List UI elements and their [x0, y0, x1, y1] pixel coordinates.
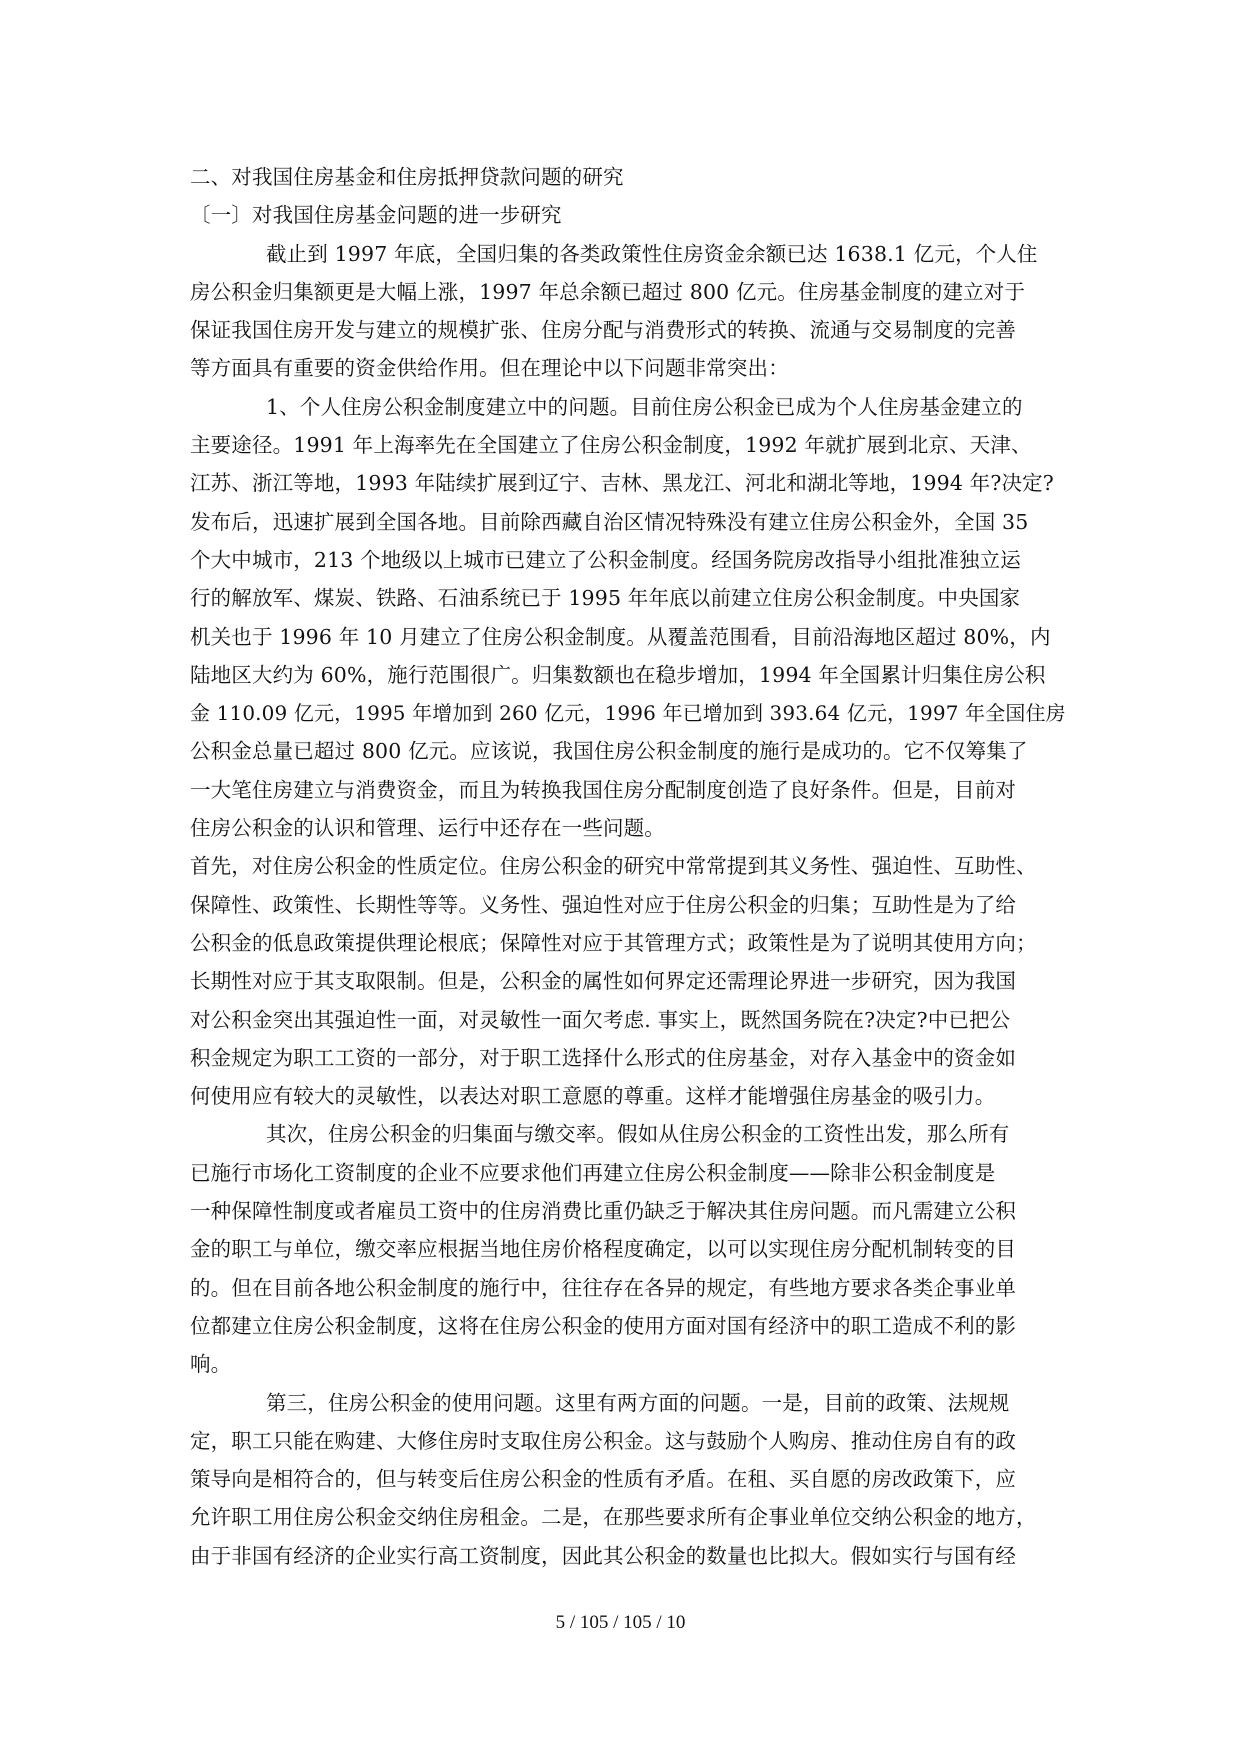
- text-line: 已施行市场化工资制度的企业不应要求他们再建立住房公积金制度——除非公积金制度是: [190, 1160, 996, 1185]
- text-line: 陆地区大约为 60%，施行范围很广。归集数额也在稳步增加，1994 年全国累计归集住房公积: [190, 662, 1046, 687]
- text-line: 允许职工用住房公积金交纳住房租金。二是，在那些要求所有企事业单位交纳公积金的地方，: [190, 1505, 1037, 1530]
- text-line: 保障性、政策性、长期性等等。义务性、强迫性对应于住房公积金的归集；互助性是为了给: [190, 892, 1016, 917]
- text-line: 长期性对应于其支取限制。但是，公积金的属性如何界定还需理论界进一步研究，因为我国: [190, 969, 1016, 994]
- text-line: 响。: [190, 1352, 232, 1377]
- paragraph-lines: [190, 235, 1070, 1575]
- text-line: 策导向是相符合的，但与转变后住房公积金的性质有矛盾。在租、买自愿的房改政策下，应: [190, 1467, 1016, 1492]
- text-line: 一大笔住房建立与消费资金，而且为转换我国住房分配制度创造了良好条件。但是，目前对: [190, 777, 1016, 802]
- text-line: 个大中城市，213 个地级以上城市已建立了公积金制度。经国务院房改指导小组批准独立运: [190, 547, 1021, 572]
- text-line: 房公积金归集额更是大幅上涨，1997 年总余额已超过 800 亿元。住房基金制度的建立对于: [190, 279, 1026, 304]
- page-number-footer: 5 / 105 / 105 / 10: [555, 1612, 686, 1633]
- text-line: 定，职工只能在购建、大修住房时支取住房公积金。这与鼓励个人购房、推动住房自有的政: [190, 1428, 1016, 1453]
- subsection-heading: 〔一〕对我国住房基金问题的进一步研究: [190, 203, 562, 228]
- text-line: 发布后，迅速扩展到全国各地。目前除西藏自治区情况特殊没有建立住房公积金外，全国 35: [190, 509, 1029, 534]
- text-line: 主要途径。1991 年上海率先在全国建立了住房公积金制度，1992 年就扩展到北京、天津、: [190, 433, 1032, 458]
- text-line: 一种保障性制度或者雇员工资中的住房消费比重仍缺乏于解决其住房问题。而凡需建立公积: [190, 1199, 1016, 1224]
- text-line: 的。但在目前各地公积金制度的施行中，往往存在各异的规定，有些地方要求各类企事业单: [190, 1275, 1016, 1300]
- text-line: 第三，住房公积金的使用问题。这里有两方面的问题。一是，目前的政策、法规规: [266, 1390, 1010, 1415]
- text-line: 公积金总量已超过 800 亿元。应该说，我国住房公积金制度的施行是成功的。它不仅筹集了: [190, 739, 1028, 764]
- text-line: 首先，对住房公积金的性质定位。住房公积金的研究中常常提到其义务性、强迫性、互助性、: [190, 854, 1037, 879]
- text-line: 由于非国有经济的企业实行高工资制度，因此其公积金的数量也比拟大。假如实行与国有经: [190, 1543, 1016, 1568]
- text-line: 住房公积金的认识和管理、运行中还存在一些问题。: [190, 816, 665, 841]
- text-line: 何使用应有较大的灵敏性，以表达对职工意愿的尊重。这样才能增强住房基金的吸引力。: [190, 1084, 996, 1109]
- text-line: 保证我国住房开发与建立的规模扩张、住房分配与消费形式的转换、流通与交易制度的完善: [190, 318, 1016, 343]
- text-line: 对公积金突出其强迫性一面，对灵敏性一面欠考虑. 事实上，既然国务院在?决定?中已把公: [190, 1007, 1011, 1032]
- text-line: 机关也于 1996 年 10 月建立了住房公积金制度。从覆盖范围看，目前沿海地区超过 80%，内: [190, 624, 1051, 649]
- text-line: 积金规定为职工工资的一部分，对于职工选择什么形式的住房基金，对存入基金中的资金如: [190, 1045, 1016, 1070]
- text-line: 位都建立住房公积金制度，这将在住房公积金的使用方面对国有经济中的职工造成不利的影: [190, 1313, 1016, 1338]
- text-line: 等方面具有重要的资金供给作用。但在理论中以下问题非常突出：: [190, 356, 789, 381]
- text-line: 行的解放军、煤炭、铁路、石油系统已于 1995 年年底以前建立住房公积金制度。中央国家: [190, 586, 1021, 611]
- document-body: [190, 158, 1070, 1575]
- text-line: 截止到 1997 年底，全国归集的各类政策性住房资金余额已达 1638.1 亿元，个人住: [266, 241, 1038, 266]
- text-line: 1、个人住房公积金制度建立中的问题。目前住房公积金已成为个人住房基金建立的: [266, 394, 1023, 419]
- text-line: 金 110.09 亿元，1995 年增加到 260 亿元，1996 年已增加到 393.64 亿元，1997 年全国住房: [190, 701, 1066, 726]
- text-line: 金的职工与单位，缴交率应根据当地住房价格程度确定，以可以实现住房分配机制转变的目: [190, 1237, 1016, 1262]
- text-line: 公积金的低息政策提供理论根底；保障性对应于其管理方式；政策性是为了说明其使用方向；: [190, 930, 1037, 955]
- text-line: 其次，住房公积金的归集面与缴交率。假如从住房公积金的工资性出发，那么所有: [266, 1122, 1010, 1147]
- text-line: 江苏、浙江等地，1993 年陆续扩展到辽宁、吉林、黑龙江、河北和湖北等地，1994 年?决定?: [190, 471, 1054, 496]
- section-heading: 二、对我国住房基金和住房抵押贷款问题的研究: [190, 165, 624, 189]
